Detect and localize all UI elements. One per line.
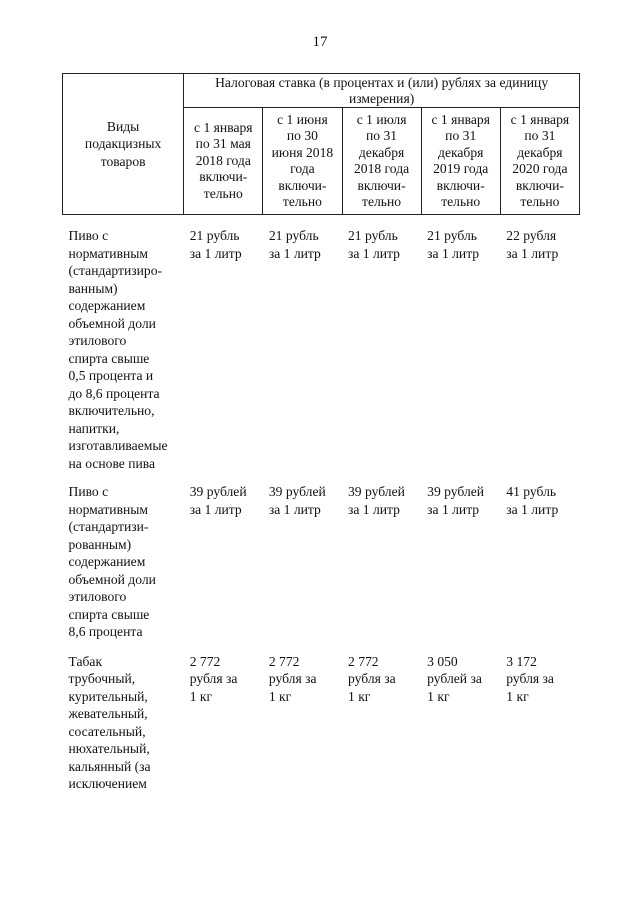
table-row [63,473,580,641]
table-row [63,641,580,803]
rate-cell: 21 рубль за 1 литр [348,228,400,261]
period-header: с 1 января по 31 мая 2018 года включи- тельно [184,108,263,215]
page-number: 17 [312,34,328,50]
rate-cell: 21 рубль за 1 литр [427,228,480,261]
rate-cell: 2 772 рубля за 1 кг [189,653,238,704]
excise-tax-rate-table [62,73,580,803]
period-header: с 1 июня по 30 июня 2018 года включи- тельно [263,108,342,215]
goods-type-cell: Пиво с нормативным (стандартизиро- ванным) содержанием объемной доли этилового спирта свыше 0,5 процента и до 8,6 процента включительно, напитки, изготавливаемые на основе пива [68,228,168,471]
tax-rate-header: Налоговая ставка (в процентах и (или) рублях за единицу измерения) [184,74,580,108]
rate-cell: 41 рубль за 1 литр [506,484,559,517]
goods-type-cell: Табак трубочный, курительный, жевательный, сосательный, нюхательный, кальянный (за исключением [68,653,151,791]
rate-cell: 2 772 рубля за 1 кг [348,653,396,704]
goods-type-cell: Пиво с нормативным (стандартизи- рованным) содержанием объемной доли этилового спирта свыше 8,6 процента [68,484,156,639]
rate-cell: 21 рубль за 1 литр [189,228,242,261]
table-row [63,215,580,474]
period-header: с 1 января по 31 декабря 2019 года включи- тельно [421,108,500,215]
rate-cell: 39 рублей за 1 литр [268,484,326,517]
rate-cell: 21 рубль за 1 литр [268,228,321,261]
rate-cell: 39 рублей за 1 литр [348,484,405,517]
rate-cell: 39 рублей за 1 литр [427,484,485,517]
period-header: с 1 июля по 31 декабря 2018 года включи- тельно [342,108,421,215]
period-header: с 1 января по 31 декабря 2020 года включи- тельно [500,108,579,215]
rate-cell: 3 172 рубля за 1 кг [506,653,554,704]
rate-cell: 39 рублей за 1 литр [189,484,247,517]
rate-cell: 3 050 рублей за 1 кг [427,653,482,704]
goods-type-header: Виды подакцизных товаров [63,74,184,215]
rate-cell: 2 772 рубля за 1 кг [268,653,317,704]
rate-cell: 22 рубля за 1 литр [506,228,559,261]
